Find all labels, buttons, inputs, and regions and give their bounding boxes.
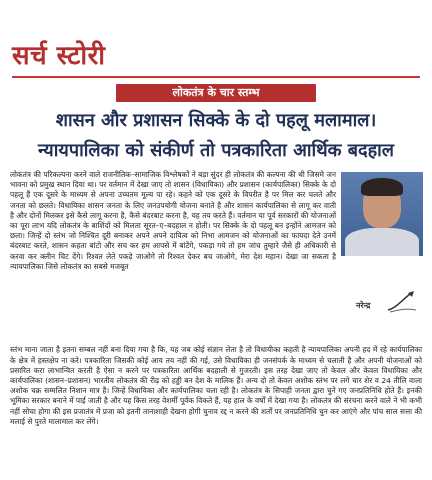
article-paragraph-2: स्तंभ माना जाता है इतना सम्बल नहीं बना दिया गया है कि, यह जब कोई संज्ञान लेता है तो विधायीका कहती है न्यायपालिका अपनी हद में रहे कार्यपालिका के क्षेत्र में हस्तक्षेप ना करे। पत्रकारिता जिसकी कोई आय तय नहीं की गई, उसे विधायिका ही जनसंपर्क के माध्यम से चलाती है और अपनी योजनाओं को प्रसारित करा लाभान्वित करती है ऐसा न करने पर पत्रकारिता आर्थिक बदहाली से गुजरती। इस तरह देखा जाए तो केवल और केवल विधायिका और कार्यपालिका (शासन–प्रशासन) भारतीय लोकतंत्र की रीढ़ को हड्डी बन देश के मालिक हैं। अन्य दो तो केवल अशोक स्तंभ पर लगे चार शेर व 24 तीलि वाला अशोक चक्र सम्मलित निशान मात्र है। जिन्हें विधायिका और कार्यपालिका चला रही है। लोकतंत्र के सिपाही जनता द्वारा चुने गए जनप्रतिनिधि होते हैं। इनकी भूमिका सरकार बनाने में पाई जाती है और यह किस तरह वेशर्मी पूर्वक विकते हैं, यह हाल के वर्षों में देखा गया है। लोकतंत्र की संरचना करने वाले ने भी कभी नहीं सोचा होगा की इस प्रजातंत्र में प्रजा को इतनी तानाशाही देखना होगी चुनाव रद्द न करने की शर्तों पर जनप्रतिनिधि चुन कर आएंगे और पांच साल सत्ता की मलाई से पुरते मालामाल कर लेंगे। xyxy=(10,345,422,426)
article-paragraph-1: लोकतंत्र की परिकल्पना करने वाले राजनीतिक–सामाजिक विश्लेषकों ने बड़ा सुंदर ही लोकतंत्र की कल्पना की थी जिसमे जन भावना को प्रमुख स्थान दिया था। पर वर्तमान में देखा जाए तो शासन (विधायिका) और प्रशासन (कार्यपालिका) सिक्के के दो पहलू हैं एक दूसरे के माध्यम से अपना उच्चतम मूल्य पा रहे। कहने को एक दूसरे के विपरीत है पर मिल कर चलते और जनता को छलते। विधायिका शासन जनता के लिए जनउपयोगी योजना बनाते है और शासन कार्यपालिका से लागू कर वाती है और दोनों मिलकर इसे कैसे लागू करना है, कैसे बंदरबाट करना है, यह तय करते हैं। वर्तमान या पूर्व सरकारों की योजनाओं का पूरा लाभ यदि लोकतंत्र के बाशिंदों को मिलता सूरत–ए–बदहाल न होती। पर सिक्के के दो पहलू बन इन्होंने आमजन को छला। जिन्हें दो स्तंभ जो निश्चित दूरी बनाकर अपने अपने दायित्व को निभा आमजन को योजनाओं का फायदा देते उनमें बंदरबाट करते, शासन कहता बांटो और सच कर हम आपसे में बांटेंगे, पकड़ा गये तो हम जांच तुम्हारे जैसे ही अधिकारी से करवा कर क्लीन चिट देंगे। रिश्वत लेते पकड़े जाओगे तो रिश्वत देकर बच जाओगे, मेरा देश महान। देखा जा सकता है न्यायपालिका जिसे लोकतंत्र का सबसे मजबूत xyxy=(10,170,336,271)
article-continued xyxy=(10,338,422,434)
headline-line-2: न्यायपालिका को संकीर्ण तो पत्रकारिता आर्थिक बदहाल xyxy=(38,140,394,161)
headline-line-1: शासन और प्रशासन सिक्के के दो पहलू मलामाल। xyxy=(55,110,377,131)
author-photo xyxy=(341,172,423,256)
kicker-label: लोकतंत्र के चार स्तम्भ xyxy=(116,84,316,102)
article-column xyxy=(10,170,336,272)
author-byline: नरेन्द्र xyxy=(356,301,371,310)
masthead xyxy=(0,0,432,80)
section-title: सर्च स्टोरी xyxy=(12,41,106,71)
masthead-divider xyxy=(12,76,420,78)
pen-icon xyxy=(386,290,418,314)
